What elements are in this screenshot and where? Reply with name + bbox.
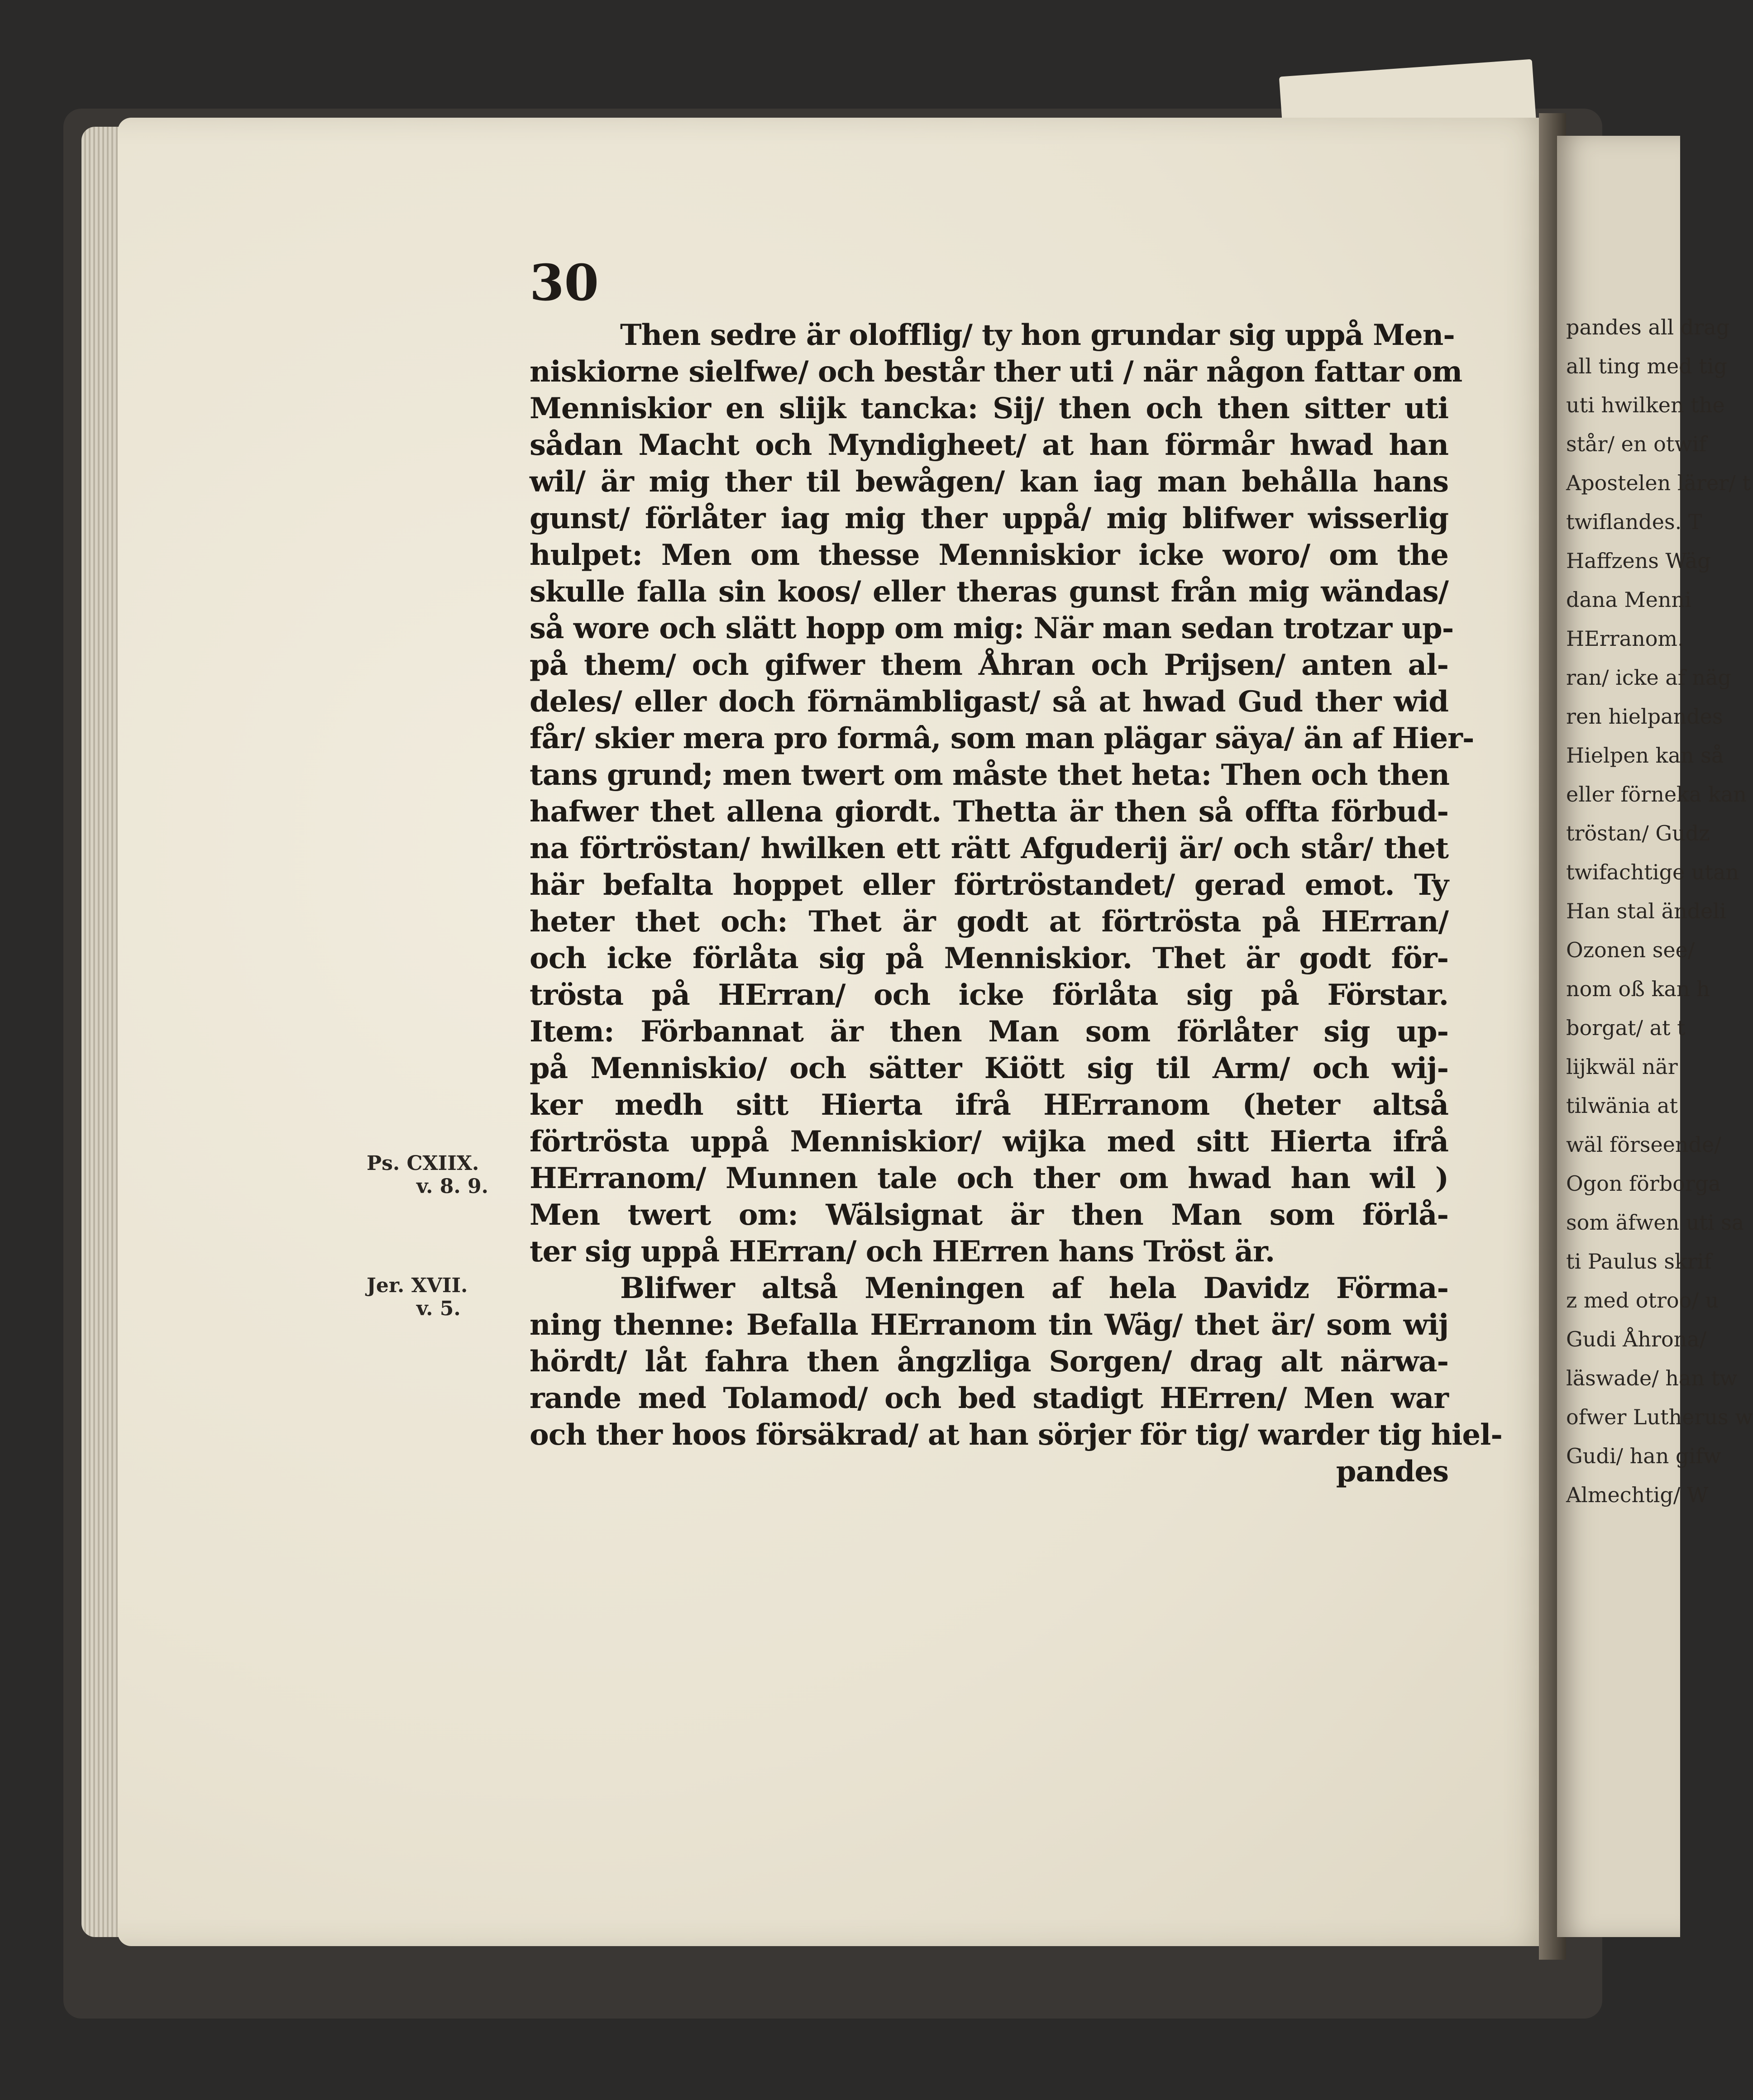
margin-note-jeremiah <box>367 1274 468 1320</box>
text-line: och icke förlåta sig på Menniskior. Thet är godt för- <box>530 941 1448 975</box>
text-line: får/ skier mera pro formâ, som man plägar säya/ än af Hier- <box>530 721 1474 755</box>
facing-page-text <box>1557 308 1753 1514</box>
body-text <box>530 317 1502 1490</box>
text-line: här befalta hoppet eller förtröstandet/ gerad emot. Ty <box>530 868 1448 902</box>
facing-text-line: ofwer Lutherus w <box>1566 1405 1753 1429</box>
text-line: förtrösta uppå Menniskior/ wijka med sitt Hierta ifrå <box>530 1125 1448 1159</box>
text-line: hördt/ låt fahra then ångzliga Sorgen/ drag alt närwa- <box>530 1345 1448 1379</box>
facing-text-line: ran/ icke af näg <box>1566 665 1731 690</box>
facing-text-line: dana Menni <box>1566 587 1691 612</box>
text-line: na förtröstan/ hwilken ett rätt Afguderij är/ och står/ thet <box>530 831 1448 865</box>
facing-text-line: Hielpen kan så <box>1566 743 1724 768</box>
text-line: Then sedre är olofflig/ ty hon grundar sig uppå Men- <box>620 318 1455 352</box>
facing-text-line: Han stal ändeli <box>1566 899 1726 923</box>
facing-text-line: lijkwäl när <box>1566 1055 1678 1079</box>
text-line: sådan Macht och Myndigheet/ at han förmår hwad han <box>530 428 1448 462</box>
facing-text-line: HErranom. <box>1566 626 1684 651</box>
text-line: hulpet: Men om thesse Menniskior icke woro/ om the <box>530 538 1448 572</box>
facing-text-line: z med otroo/ u <box>1566 1288 1719 1312</box>
margin-note-psalm-ref: Ps. CXIIX. <box>367 1152 479 1175</box>
text-line: Item: Förbannat är then Man som förlåter sig up- <box>530 1015 1448 1049</box>
text-line: skulle falla sin koos/ eller theras gunst från mig wändas/ <box>530 575 1448 609</box>
facing-text-line: borgat/ at t <box>1566 1016 1686 1040</box>
facing-text-line: twifachtige utan <box>1566 860 1739 884</box>
facing-text-line: läswade/ han tw <box>1566 1366 1738 1390</box>
text-line: så wore och slätt hopp om mig: När man sedan trotzar up- <box>530 611 1454 645</box>
facing-page <box>1557 136 1753 1937</box>
text-line: rande med Tolamod/ och bed stadigt HErren/ Men war <box>530 1381 1448 1415</box>
facing-text-line: ren hielpandes <box>1566 704 1723 729</box>
margin-note-jeremiah-verse: v. 5. <box>416 1297 461 1320</box>
facing-text-line: nom oß kan h <box>1566 977 1710 1001</box>
text-line: ter sig uppå HErran/ och HErren hans Tröst är. <box>530 1235 1275 1269</box>
facing-text-line: Ozonen see/ <box>1566 938 1695 962</box>
text-line: tans grund; men twert om måste thet heta: Then och then <box>530 758 1450 792</box>
margin-note-psalm <box>367 1152 488 1198</box>
facing-text-line: all ting med tig <box>1566 354 1727 378</box>
facing-text-line: Apostelen lärer/ t <box>1566 471 1751 495</box>
facing-text-line: uti hwilken the <box>1566 393 1725 417</box>
text-line: trösta på HErran/ och icke förlåta sig på Förstar. <box>530 978 1448 1012</box>
text-line: på them/ och gifwer them Åhran och Prijsen/ anten al- <box>530 648 1448 682</box>
text-line: Blifwer altså Meningen af hela Davidz Förma- <box>620 1271 1448 1305</box>
facing-text-line: tilwänia at <box>1566 1093 1678 1118</box>
text-line: heter thet och: Thet är godt at förtrösta på HErran/ <box>530 905 1448 939</box>
facing-text-line: pandes all drag <box>1566 315 1730 339</box>
text-line: gunst/ förlåter iag mig ther uppå/ mig blifwer wisserlig <box>530 501 1448 535</box>
text-line: hafwer thet allena giordt. Thetta är then så offta förbud- <box>530 795 1448 829</box>
facing-text-line: tröstan/ Gudz <box>1566 821 1710 845</box>
facing-text-line: som äfwen uti sa <box>1566 1210 1744 1235</box>
facing-text-line: Ogon förborga <box>1566 1171 1721 1196</box>
facing-text-line: twiflandes. T <box>1566 510 1702 534</box>
facing-text-line: eller förneka kan <box>1566 782 1747 807</box>
margin-note-psalm-verse: v. 8. 9. <box>416 1175 488 1198</box>
text-line: och ther hoos försäkrad/ at han sörjer för tig/ warder tig hiel- <box>530 1418 1502 1452</box>
facing-text-line: Gudi/ han gifw <box>1566 1444 1721 1468</box>
facing-text-line: ti Paulus skrif <box>1566 1249 1712 1274</box>
facing-text-line: wäl förseende/ <box>1566 1132 1721 1157</box>
page-number: 30 <box>530 253 599 312</box>
text-line: wil/ är mig ther til bewågen/ kan iag man behålla hans <box>530 465 1448 499</box>
text-line: deles/ eller doch förnämbligast/ så at hwad Gud ther wid <box>530 685 1448 719</box>
text-line: Menniskior en slijk tancka: Sij/ then och then sitter uti <box>530 391 1448 425</box>
text-line: på Menniskio/ och sätter Kiött sig til Arm/ och wij- <box>530 1051 1448 1085</box>
facing-text-line: står/ en otwif <box>1566 432 1707 456</box>
text-line: ker medh sitt Hierta ifrå HErranom (heter altså <box>530 1088 1448 1122</box>
margin-note-jeremiah-ref: Jer. XVII. <box>367 1274 468 1297</box>
text-line: HErranom/ Munnen tale och ther om hwad han wil ) <box>530 1161 1448 1195</box>
facing-text-line: Haffzens Wäg <box>1566 549 1711 573</box>
text-line: ning thenne: Befalla HErranom tin Wäg/ thet är/ som wij <box>530 1308 1448 1342</box>
facing-text-line: Gudi Åhrona/ <box>1566 1327 1707 1351</box>
text-line: pandes <box>1336 1455 1448 1489</box>
facing-text-line: Almechtig/ W <box>1566 1483 1709 1507</box>
text-line: niskiorne sielfwe/ och består ther uti / när någon fattar om <box>530 355 1462 389</box>
text-line: Men twert om: Wälsignat är then Man som förlå- <box>530 1198 1448 1232</box>
